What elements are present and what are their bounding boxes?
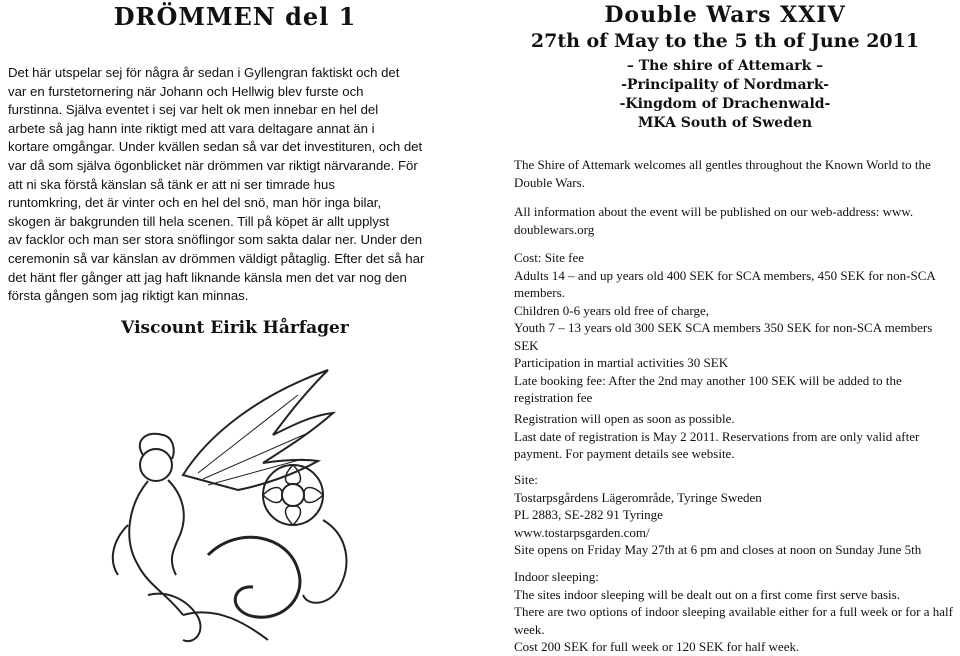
cost-youth: Youth 7 – 13 years old 300 SEK SCA members 350 SEK for non-SCA members SEK	[514, 320, 933, 353]
site-url[interactable]: www.tostarpsgarden.com/	[514, 524, 650, 540]
cost-adults: Adults 14 – and up years old 400 SEK for SCA members, 450 SEK for non-SCA members.	[514, 267, 936, 300]
cost-martial: Participation in martial activities 30 SEK	[514, 355, 729, 370]
site-name: Tostarpsgårdens Lägerområde, Tyringe Sweden	[514, 489, 762, 505]
sleeping-options: There are two options of indoor sleeping available either for a full week or for a half week.	[514, 604, 953, 637]
right-page	[490, 0, 960, 654]
event-principality: -Principality of Nordmark-	[621, 77, 829, 93]
event-kingdom: -Kingdom of Drachenwald-	[619, 96, 831, 112]
cost-late-fee: Late booking fee: After the 2nd may another 100 SEK will be added to the registration fee	[514, 372, 902, 405]
winged-figure-illustration	[88, 355, 388, 647]
site-section	[514, 471, 958, 559]
site-postal: PL 2883, SE-282 91 Tyringe	[514, 507, 663, 522]
registration-open: Registration will open as soon as possible.	[514, 411, 735, 426]
sleeping-heading: Indoor sleeping:	[514, 569, 599, 584]
site-hours: Site opens on Friday May 27th at 6 pm and closes at noon on Sunday June 5th	[514, 542, 922, 557]
left-page	[0, 0, 470, 647]
event-organization: MKA South of Sweden	[637, 115, 813, 131]
story-body: Det här utspelar sej för några år sedan i Gyllengran faktiskt och det var en furstetornering när Johann och Hellwig blev furste och furstinna. Själva eventet i sej var helt ok men innebar en hel del arbete så jag hann inte riktigt med att vara deltagare annat än i kortare omgångar. Under kvällen sedan så var det investituren, och det var då som själva ögonblicket när drömmen var riktigt närvarande. För att ni ska förstå känslan så tänk er att ni ser timrade hus runtomkring, det är vinter och en hel del snö, man hör inga bilar, skogen är bakgrunden till hela scenen. Till på köpet är allt upplyst av facklor och man ser stora snöflingor som sakta dalar ner. Under den ceremonin så var känslan av drömmen väldigt påtaglig. Efter det så har det hänt fler gånger att jag haft liknande känsla men det var nog den första gången som jag riktigt kan minnas.	[8, 65, 425, 304]
info-text: All information about the event will be published on our web-address: www. doublewars.org	[514, 204, 914, 237]
event-dates: 27th of May to the 5 th of June 2011	[530, 30, 920, 52]
sleeping-basis: The sites indoor sleeping will be dealt out on a first come first serve basis.	[514, 586, 900, 602]
cost-heading: Cost: Site fee	[514, 250, 585, 265]
story-title: DRÖMMEN del 1	[113, 2, 357, 31]
sleeping-section	[514, 568, 958, 656]
registration-deadline: Last date of registration is May 2 2011. Reservations from are only valid after payment. For payment details see website.	[514, 428, 920, 461]
author-signature: Viscount Eirik Hårfager	[121, 318, 349, 338]
event-title: Double Wars XXIV	[604, 2, 846, 28]
sleeping-cost: Cost 200 SEK for full week or 120 SEK for half week.	[514, 639, 800, 654]
event-shire: – The shire of Attemark –	[626, 58, 824, 74]
welcome-paragraph	[514, 156, 958, 191]
cost-children: Children 0-6 years old free of charge,	[514, 302, 710, 318]
cost-section	[514, 249, 958, 407]
welcome-text: The Shire of Attemark welcomes all gentles throughout the Known World to the Double Wars.	[514, 157, 931, 190]
info-paragraph	[514, 203, 958, 238]
registration-section	[514, 410, 958, 463]
site-heading: Site:	[514, 472, 538, 487]
